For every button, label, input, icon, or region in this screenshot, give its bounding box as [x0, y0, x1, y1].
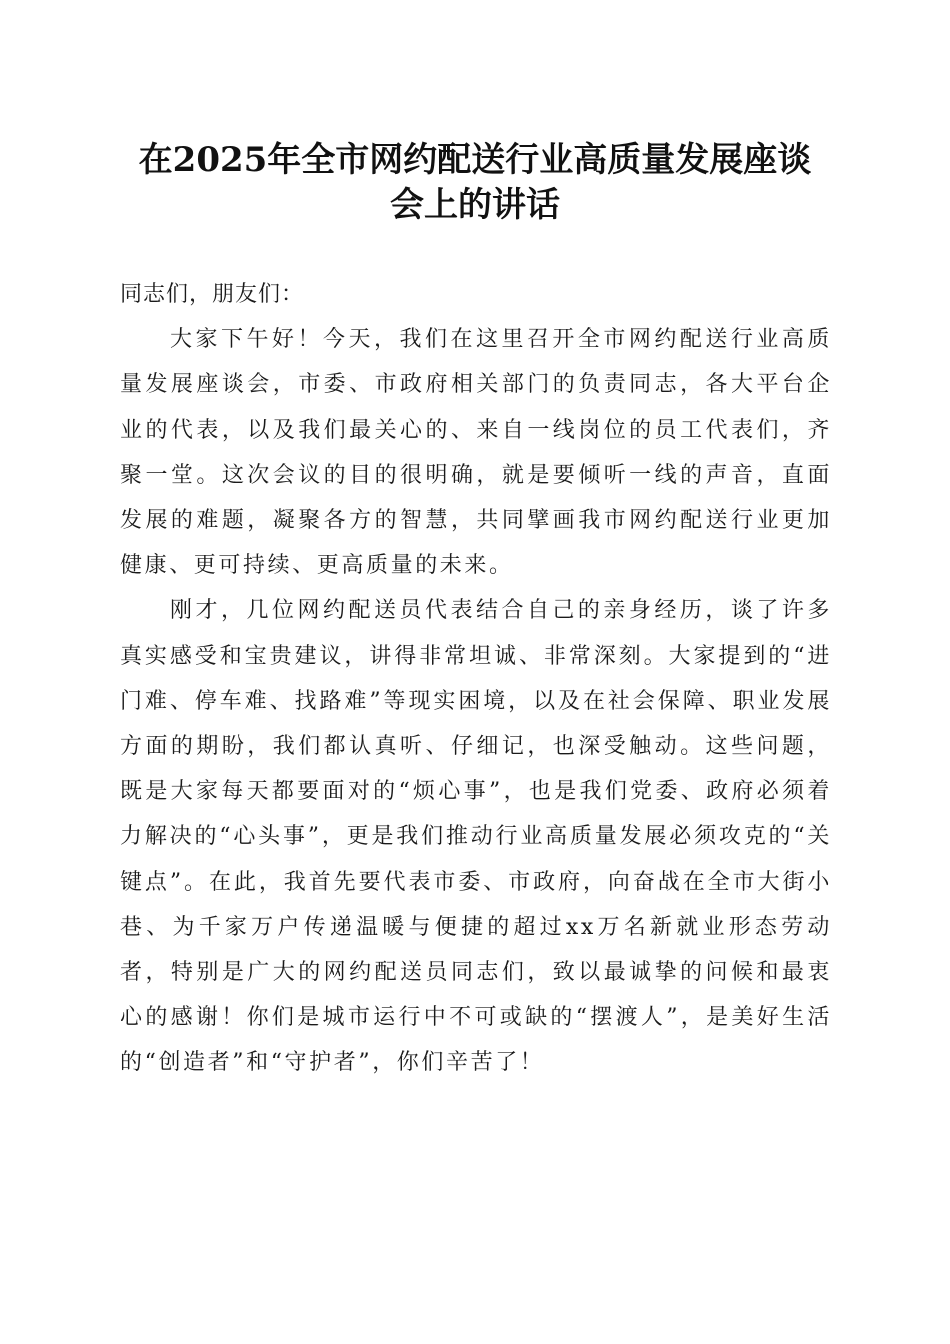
salutation: 同志们，朋友们： — [120, 282, 305, 307]
document-title — [100, 138, 850, 228]
paragraph-2: 刚才，几位网约配送员代表结合自己的亲身经历，谈了许多真实感受和宝贵建议，讲得非常坦诚、非常深刻。大家提到的“进门难、停车难、找路难”等现实困境，以及在社会保障、职业发展方面的期盼，我们都认真听、仔细记，也深受触动。这些问题，既是大家每天都要面对的“烦心事”，也是我们党委、政府必须着力解决的“心头事”，更是我们推动行业高质量发展必须攻克的“关键点”。在此，我首先要代表市委、市政府，向奋战在全市大街小巷、为千家万户传递温暖与便捷的超过xx万名新就业形态劳动者，特别是广大的网约配送员同志们，致以最诚挚的问候和最衷心的感谢！你们是城市运行中不可或缺的“摆渡人”，是美好生活的“创造者”和“守护者”，你们辛苦了！ — [120, 598, 832, 1076]
document-body — [120, 272, 832, 1086]
title-line-2: 会上的讲话 — [390, 185, 560, 225]
title-line-1: 在2025年全市网约配送行业高质量发展座谈 — [138, 140, 812, 180]
paragraph-1: 大家下午好！今天，我们在这里召开全市网约配送行业高质量发展座谈会，市委、市政府相关部门的负责同志，各大平台企业的代表，以及我们最关心的、来自一线岗位的员工代表们，齐聚一堂。这次会议的目的很明确，就是要倾听一线的声音，直面发展的难题，凝聚各方的智慧，共同擘画我市网约配送行业更加健康、更可持续、更高质量的未来。 — [120, 327, 832, 579]
